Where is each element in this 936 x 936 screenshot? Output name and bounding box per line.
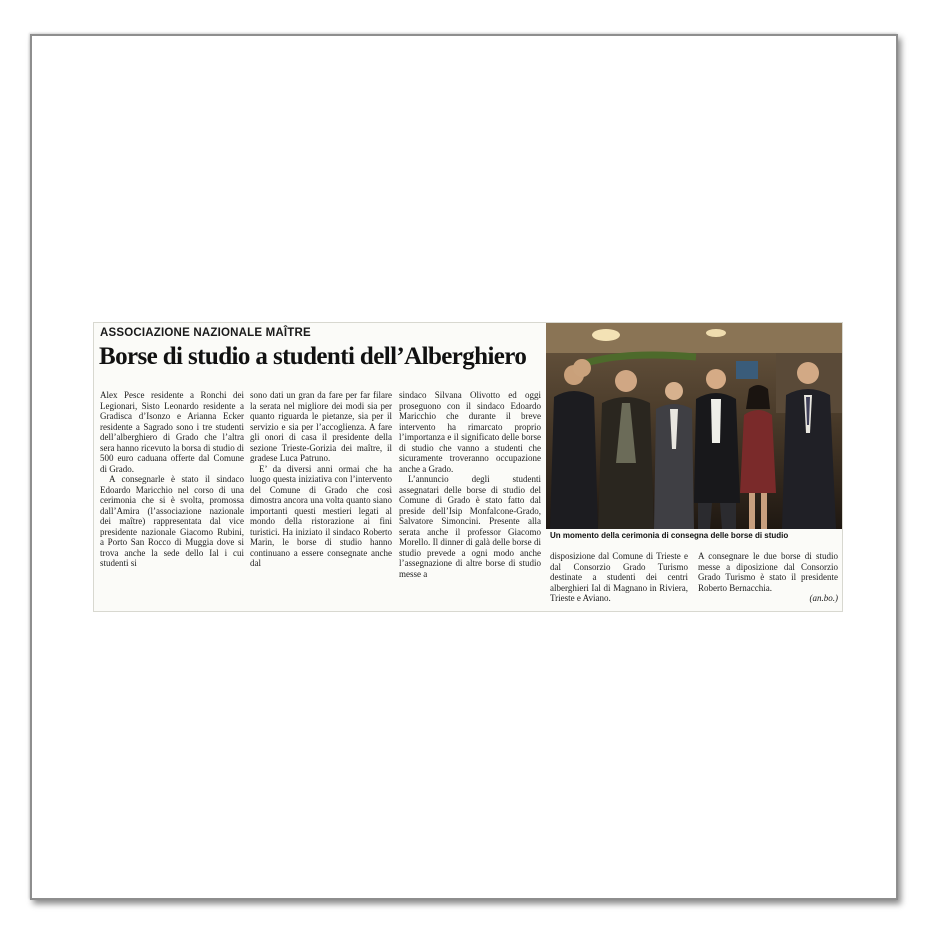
paragraph: E’ da diversi anni ormai che ha luogo questa iniziativa con l’intervento del Comune di Grado che così dimostra ancora una volta quanto siano importanti questi mestieri legati al mondo della ristorazione ai fini turistici. Ha iniziato il sindaco Roberto Marin, le borse di studio hanno continuano a essere consegnate anche dal [250, 463, 392, 568]
article-column-4 [550, 551, 688, 604]
paragraph: A consegnarle è stato il sindaco Edoardo Maricchio nel corso di una cerimonia che si è svolta, promossa dall’Amira (l’associazione nazionale dei maître) rappresentata dal vice presidente nazionale Giacomo Rubini, a Porto San Rocco di Muggia dove si trova anche la sede dello Ial i cui studenti si [100, 474, 244, 568]
photo-caption: Un momento della cerimonia di consegna delle borse di studio [550, 531, 789, 540]
paragraph: disposizione dal Comune di Trieste e dal Consorzio Grado Turismo destinate a studenti dei centri alberghieri Ial di Magnano in Riviera, Trieste e Aviano. [550, 551, 688, 603]
article-column-1 [100, 390, 244, 569]
article-column-2 [250, 390, 392, 569]
paragraph: sono dati un gran da fare per far filare la serata nel migliore dei modi sia per quanto riguarda le pietanze, sia per il servizio e sia per l’accoglienza. A fare gli onori di casa il presidente della sezione Trieste-Gorizia dei maître, il gradese Luca Patruno. [250, 390, 392, 463]
article-column-3 [399, 390, 541, 579]
paragraph: Alex Pesce residente a Ronchi dei Legionari, Sisto Leonardo residente a Gradisca d’Isonzo e Arianna Ecker residente a Sagrado sono i tre studenti dell’alberghiero di Grado che l’altra sera hanno ricevuto la borsa di studio di 500 euro caduana offerte dal Comune di Grado. [100, 390, 244, 474]
headline: Borse di studio a studenti dell’Alberghiero [99, 343, 527, 370]
ceremony-photo [546, 323, 842, 529]
paragraph: L’annuncio degli studenti assegnatari delle borse di studio del Comune di Grado è stato fatto dal preside dell’Isip Monfalcone-Grado, Salvatore Simoncini. Presente alla serata anche il professor Giacomo Morello. Il dinner di galà delle borse di studio prevede a ogni modo anche l’assegnazione di altre borse di studio messe a [399, 474, 541, 579]
paragraph: sindaco Silvana Olivotto ed oggi proseguono con il sindaco Edoardo Maricchio che durante il breve intervento ha rimarcato proprio l’importanza e il significato delle borse di studio che vanno a studenti che sicuramente troveranno occupazione anche a Grado. [399, 390, 541, 474]
article-column-5 [698, 551, 838, 604]
newspaper-clipping [93, 322, 843, 612]
kicker: ASSOCIAZIONE NAZIONALE MAÎTRE [100, 327, 311, 339]
author-signature: (an.bo.) [809, 593, 838, 603]
paragraph: A consegnare le due borse di studio messe a diposizione dal Consorzio Grado Turismo è stato il presidente Roberto Bernacchia. [698, 551, 838, 593]
